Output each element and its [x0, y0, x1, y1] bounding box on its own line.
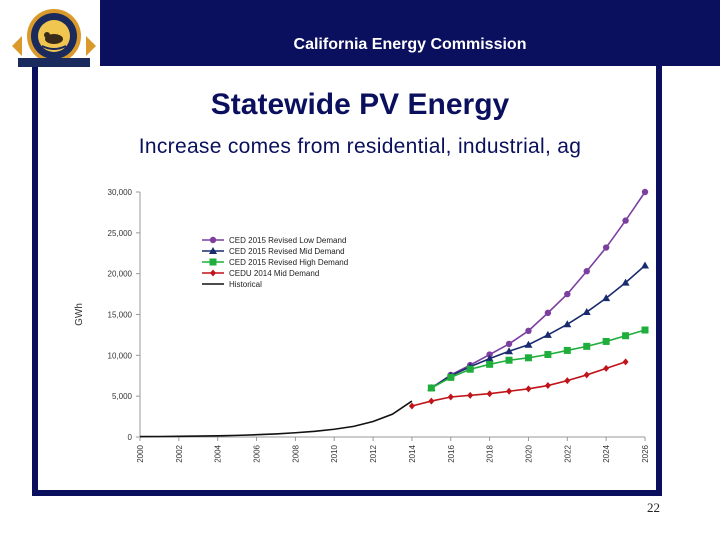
legend-label: CED 2015 Revised Mid Demand: [229, 247, 345, 256]
data-point: [564, 291, 570, 297]
x-tick-label: 2022: [563, 445, 573, 463]
frame-left-border: [32, 66, 38, 496]
data-point: [545, 310, 551, 316]
x-tick-label: 2016: [446, 445, 456, 463]
data-point: [642, 327, 649, 334]
x-tick-label: 2010: [330, 445, 340, 463]
data-point: [564, 347, 571, 354]
data-point: [583, 343, 590, 350]
x-tick-label: 2012: [369, 445, 379, 463]
header-banner: [100, 0, 720, 66]
x-tick-label: 2004: [213, 445, 223, 463]
x-tick-label: 2002: [174, 445, 184, 463]
x-tick-label: 2018: [485, 445, 495, 463]
data-point: [544, 331, 552, 338]
data-point: [603, 365, 609, 372]
series-line-3: [412, 362, 626, 406]
series-line-0: [431, 192, 645, 388]
data-point: [545, 382, 551, 389]
data-point: [563, 320, 571, 327]
y-tick-label: 0: [127, 433, 132, 442]
y-tick-label: 25,000: [107, 228, 132, 238]
data-point: [525, 385, 531, 392]
data-point: [486, 361, 493, 368]
data-point: [525, 328, 531, 334]
slide-title: Statewide PV Energy: [210, 88, 510, 121]
data-point: [603, 244, 609, 250]
x-tick-label: 2000: [136, 445, 145, 463]
data-point: [506, 341, 512, 347]
legend-label: Historical: [229, 280, 262, 289]
y-tick-label: 15,000: [107, 310, 132, 320]
data-point: [603, 338, 610, 345]
organization-name: California Energy Commission: [293, 36, 527, 53]
legend-label: CED 2015 Revised High Demand: [229, 258, 349, 267]
data-point: [487, 390, 493, 397]
legend-label: CEDU 2014 Mid Demand: [229, 269, 320, 278]
x-tick-label: 2024: [602, 445, 612, 463]
data-point: [467, 392, 473, 399]
y-tick-label: 30,000: [107, 188, 132, 197]
frame-bottom-border: [32, 490, 662, 496]
series-line-4: [140, 401, 412, 437]
data-point: [447, 374, 454, 381]
data-point: [409, 402, 415, 409]
energy-commission-seal-icon: [8, 6, 100, 68]
data-point: [584, 268, 590, 274]
data-point: [544, 351, 551, 358]
data-point: [642, 189, 648, 195]
data-point: [564, 377, 570, 384]
legend-marker: [210, 259, 217, 266]
data-point: [524, 341, 532, 348]
pv-energy-chart: [70, 180, 660, 470]
y-tick-label: 5,000: [111, 392, 132, 402]
y-tick-label: 10,000: [107, 351, 132, 361]
x-tick-label: 2026: [641, 445, 650, 463]
y-axis-label: GWh: [74, 303, 85, 326]
legend-marker: [210, 270, 216, 277]
data-point: [622, 217, 628, 223]
data-point: [623, 358, 629, 365]
data-point: [506, 357, 513, 364]
data-point: [622, 332, 629, 339]
data-point: [448, 393, 454, 400]
series-line-2: [431, 330, 645, 388]
data-point: [584, 371, 590, 378]
slide-subtitle: Increase comes from residential, industrial, ag: [138, 135, 582, 158]
data-point: [428, 398, 434, 405]
data-point: [506, 388, 512, 395]
data-point: [428, 385, 435, 392]
page-number: 22: [647, 500, 660, 515]
x-tick-label: 2008: [291, 445, 301, 463]
data-point: [641, 262, 649, 269]
data-point: [467, 366, 474, 373]
legend-marker: [210, 237, 216, 243]
x-tick-label: 2014: [407, 445, 417, 463]
x-tick-label: 2006: [252, 445, 262, 463]
data-point: [525, 354, 532, 361]
series-line-1: [431, 266, 645, 389]
legend-label: CED 2015 Revised Low Demand: [229, 236, 347, 245]
y-tick-label: 20,000: [107, 269, 132, 279]
x-tick-label: 2020: [524, 445, 534, 463]
